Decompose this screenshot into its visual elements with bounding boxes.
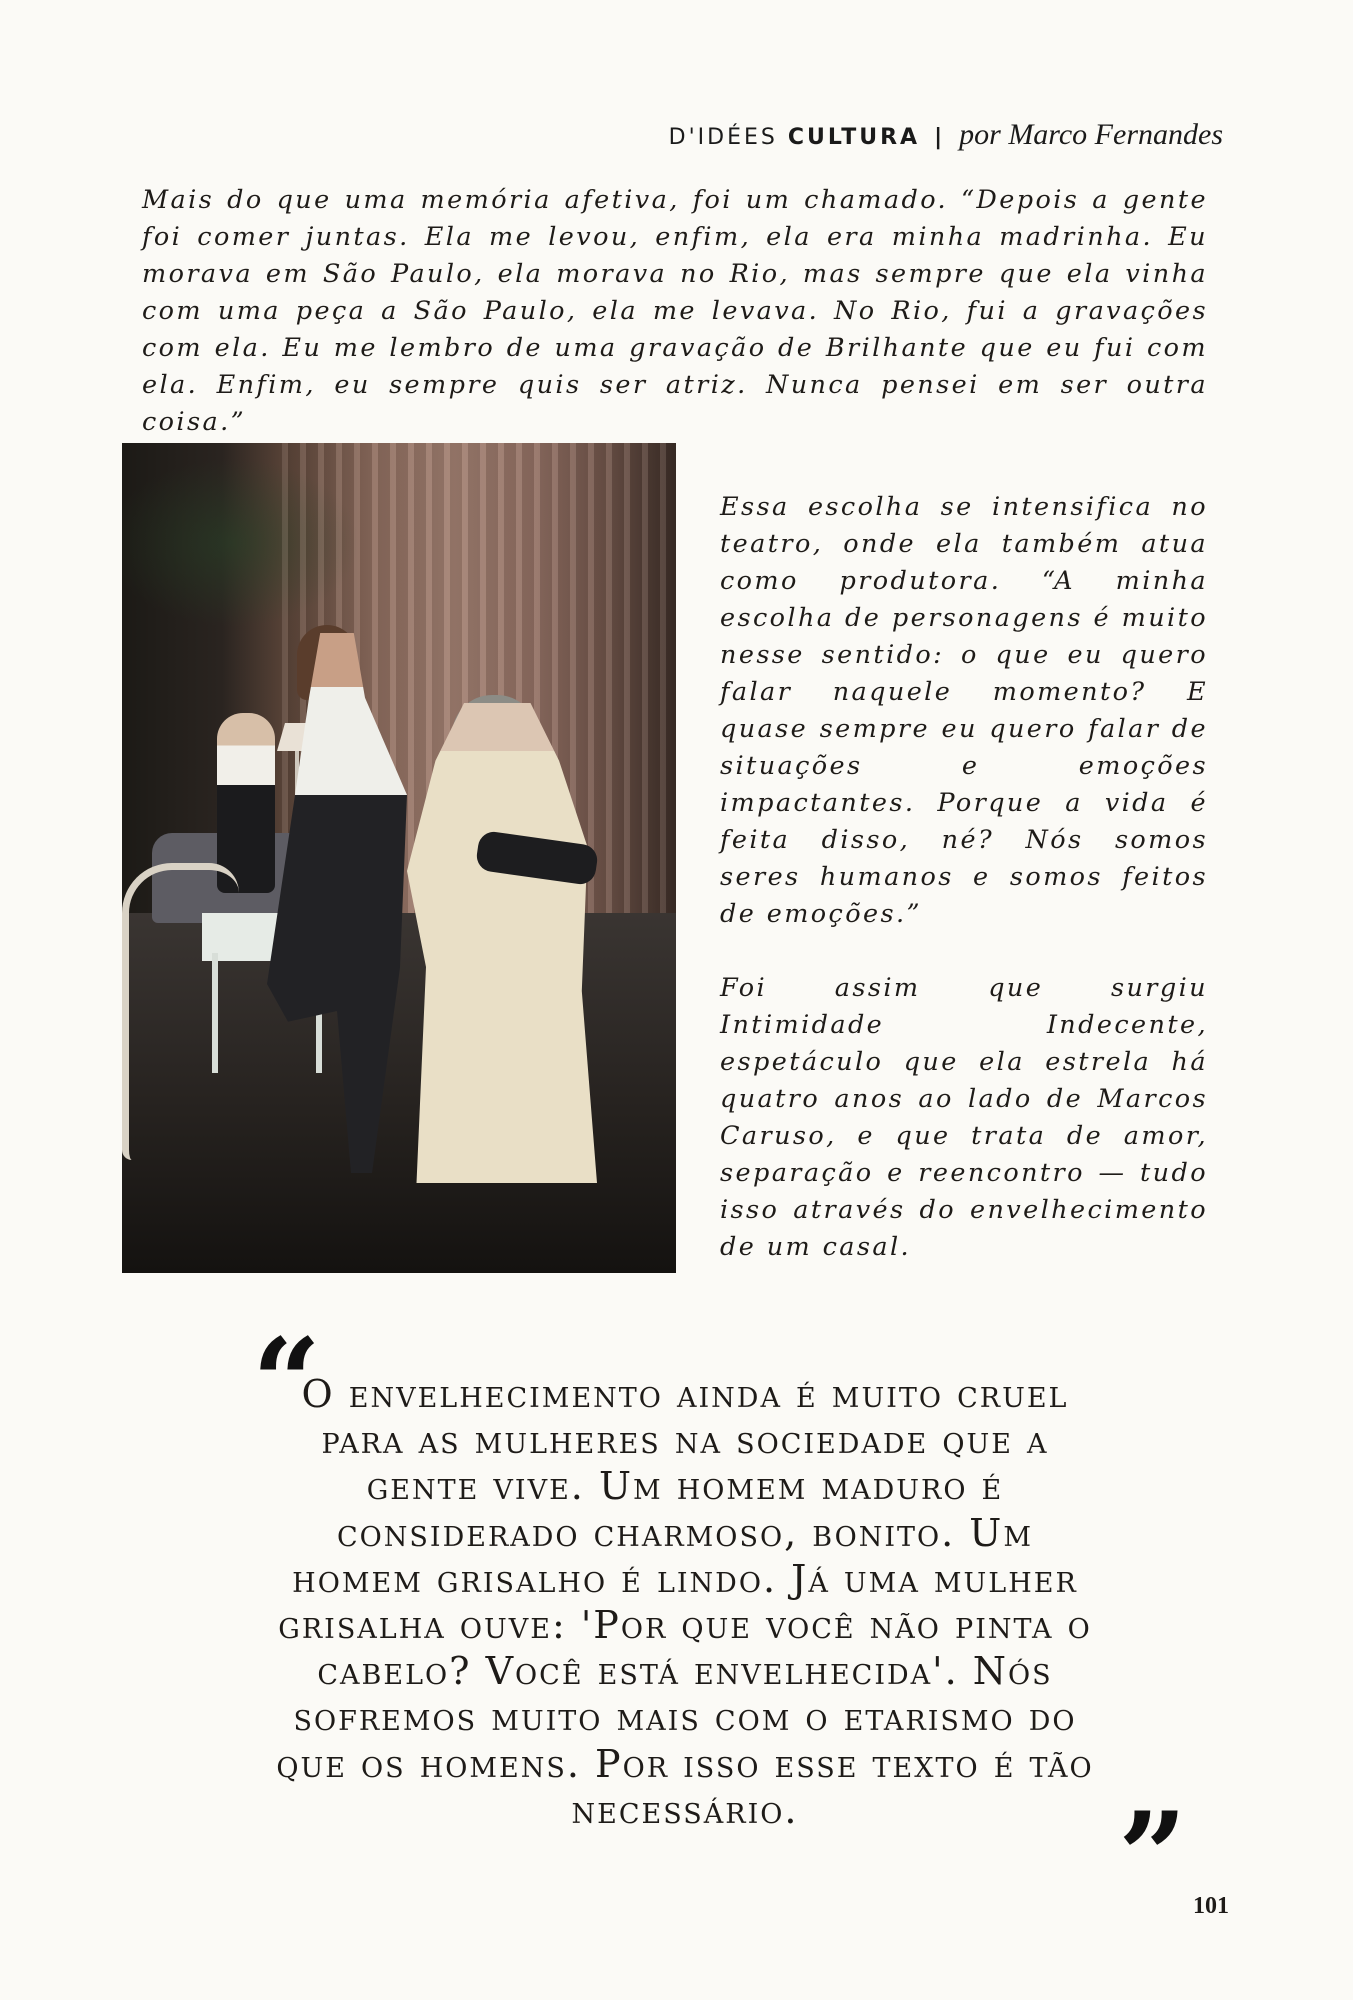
column-paragraph-1: Essa escolha se intensifica no teatro, onde ela também atua como produtora. “A minha escolha de personagens é muito nesse sentido: o que eu quero falar naquele momento? E quase sempre eu quero falar de situações e emoções impactantes. Porque a vida é feita disso, né? Nós somos seres humanos e somos feitos de emoções.” [720, 492, 1208, 929]
open-quote-icon: “ [252, 1312, 322, 1453]
chair [122, 863, 239, 1160]
section-title: CULTURA [787, 125, 921, 150]
seated-actress [217, 713, 275, 893]
pull-quote: O envelhecimento ainda é muito cruel para as mulheres na sociedade que a gente vive. Um homem maduro é considerado charmoso, bonito. Um homem grisalho é lindo. Já uma mulher grisalha ouve: 'Por que você não pinta o cabelo? Você está envelhecida'. Nós sofremos muito mais com o etarismo do que os homens. Por isso esse texto é tão necessário. [276, 1372, 1094, 1832]
author-byline: por Marco Fernandes [959, 118, 1223, 151]
column-paragraph-2: Foi assim que surgiu Intimidade Indecente, espetáculo que ela estrela há quatro anos ao lado de Marcos Caruso, e que trata de amor, separação e reencontro — tudo isso através do envelhecimento de um casal. [720, 973, 1208, 1262]
close-quote-icon: ” [1118, 1786, 1188, 1927]
article-column [720, 489, 1208, 1266]
page-header [669, 118, 1223, 152]
page-number: 101 [1193, 1893, 1229, 1919]
magazine-prefix: D'IDÉES [668, 125, 778, 150]
header-separator: | [934, 125, 946, 150]
theater-scene-photo [122, 443, 676, 1273]
intro-paragraph: Mais do que uma memória afetiva, foi um chamado. “Depois a gente foi comer juntas. Ela me levou, enfim, ela era minha madrinha. Eu morava em São Paulo, ela morava no Rio, mas sempre que ela vinha com uma peça a São Paulo, ela me levava. No Rio, fui a gravações com ela. Eu me lembro de uma gravação de Brilhante que eu fui com ela. Enfim, eu sempre quis ser atriz. Nunca pensei em ser outra coisa.” [142, 185, 1208, 437]
